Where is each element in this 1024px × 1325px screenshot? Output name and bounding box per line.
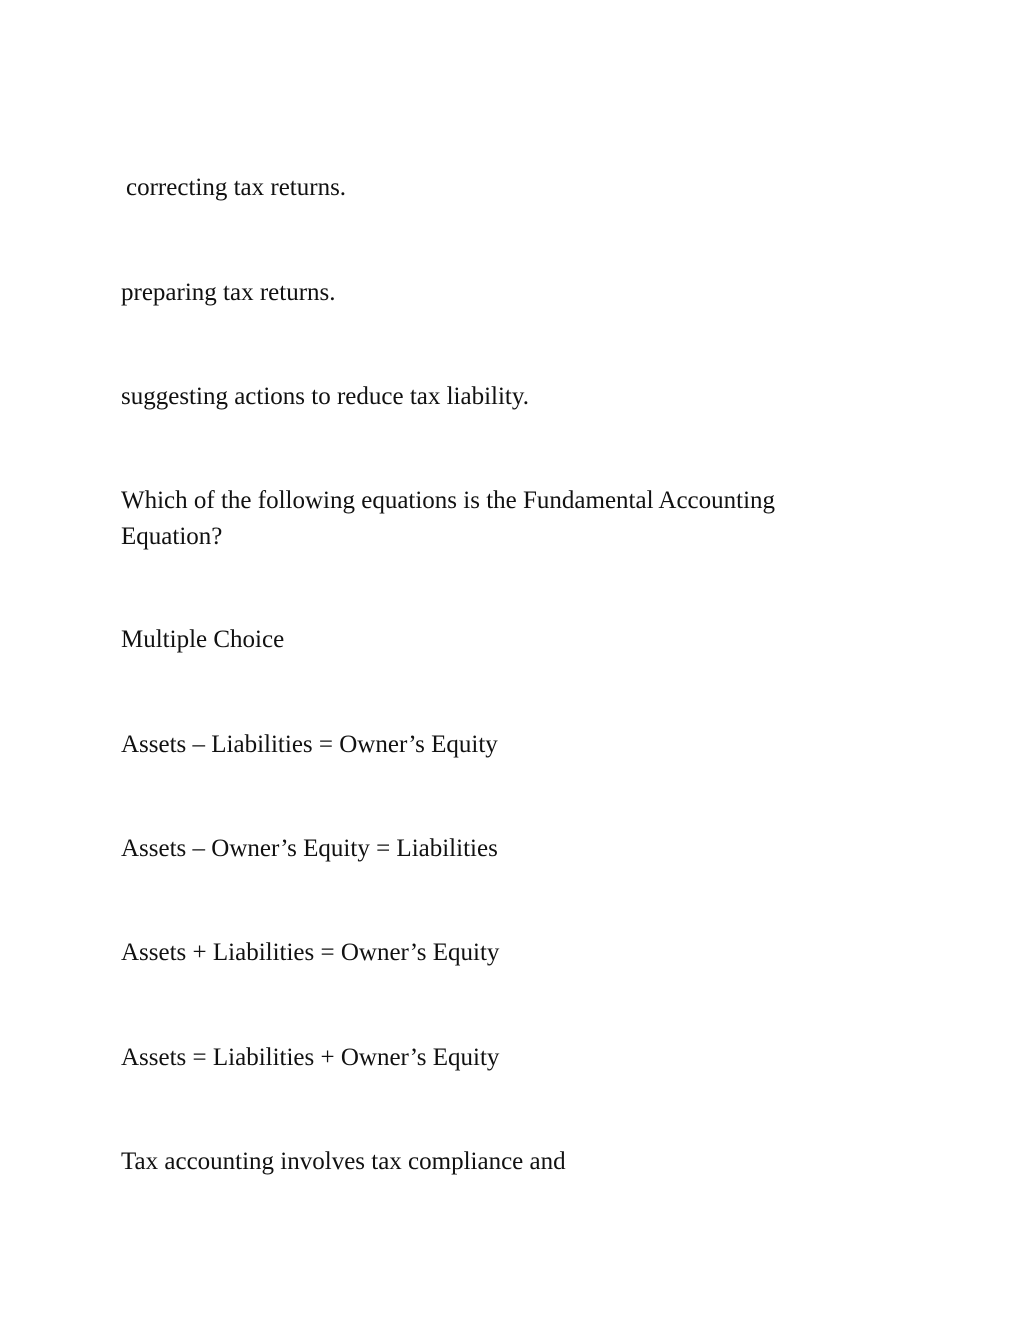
question-type-label: Multiple Choice [121, 626, 285, 653]
choice-assets-equals-liabilities-plus-equity: Assets = Liabilities + Owner’s Equity [121, 1044, 500, 1071]
choice-assets-plus-liabilities: Assets + Liabilities = Owner’s Equity [121, 939, 500, 966]
choice-assets-minus-liabilities: Assets – Liabilities = Owner’s Equity [121, 731, 498, 758]
choice-assets-minus-equity: Assets – Owner’s Equity = Liabilities [121, 835, 498, 862]
question-fundamental-equation: Which of the following equations is the Fundamental Accounting Equation? [121, 487, 776, 550]
option-correcting-tax-returns: correcting tax returns. [126, 174, 347, 201]
question-tax-accounting: Tax accounting involves tax compliance and [121, 1148, 566, 1175]
option-preparing-tax-returns: preparing tax returns. [121, 279, 336, 306]
option-suggesting-actions: suggesting actions to reduce tax liability. [121, 383, 530, 410]
